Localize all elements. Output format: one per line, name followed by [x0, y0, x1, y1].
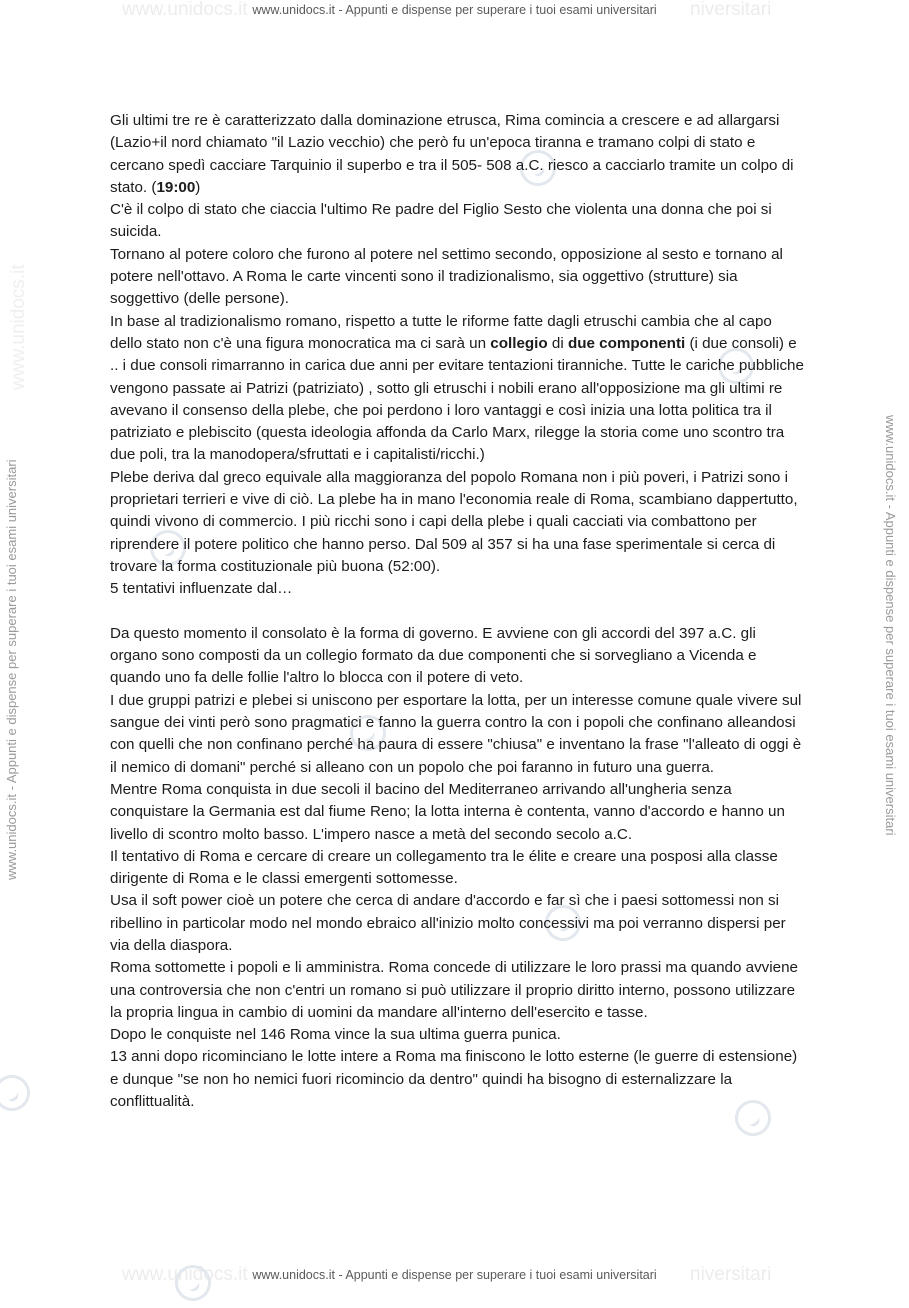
watermark-side-right: www.unidocs.it - Appunti e dispense per superare i tuoi esami universitari: [883, 415, 898, 836]
paragraph-text: ): [195, 178, 201, 196]
paragraph-text: (i due consoli) e .. i due consoli rimarranno in carica due anni per evitare tentazioni tiranniche. Tutte le cariche pubbliche vengono passate ai Patrizi (patriziato) , sotto gli etruschi i nobili erano all'opposizione ma gli ultimi re avevano il consenso della plebe, che poi perdono i loro vantaggi e così inizia una lotta politica tra il patriziato e plebiscito (questa ideologia affonda da Carlo Marx, rilegge la storia come uno scontro tra due poli, tra la manodopera/sfruttati e i capitalisti/ricchi.): [110, 334, 804, 464]
watermark-ghost-side: www.unidocs.it: [8, 264, 29, 390]
document-body: [110, 110, 805, 1113]
paragraph: [110, 110, 805, 199]
paragraph: Il tentativo di Roma e cercare di creare un collegamento tra le élite e creare una posposi alla classe dirigente di Roma e le classi emergenti sottomesse.: [110, 847, 778, 888]
watermark-ghost-top: www.unidocs.it: [122, 0, 248, 20]
watermark-footer: www.unidocs.it - Appunti e dispense per superare i tuoi esami universitari: [252, 1268, 657, 1282]
bold-term: due componenti: [567, 334, 686, 352]
paragraph-gap: [110, 601, 805, 623]
paragraph: Tornano al potere coloro che furono al potere nel settimo secondo, opposizione al sesto e tornano al potere nell'ottavo. A Roma le carte vincenti sono il tradizionalismo, sia oggettivo (strutture) sia soggettivo (delle persone).: [110, 245, 783, 308]
watermark-side-left: www.unidocs.it - Appunti e dispense per superare i tuoi esami universitari: [4, 459, 19, 880]
paragraph: Usa il soft power cioè un potere che cerca di andare d'accordo e far sì che i paesi sottomessi non si ribellino in particolar modo nel mondo ebraico all'inizio molto concessivi ma poi verranno dispersi per via della diaspora.: [110, 892, 786, 954]
watermark-ghost-bottom: www.unidocs.it: [122, 1264, 248, 1285]
timestamp-bold: 19:00: [156, 178, 196, 196]
watermark-ghost-bottom-right: niversitari: [690, 1264, 772, 1285]
paragraph: 13 anni dopo ricominciano le lotte intere a Roma ma finiscono le lotto esterne (le guerre di estensione) e dunque "se non ho nemici fuori ricomincio da dentro" quindi ha bisogno di esternalizzare la conflittualità.: [110, 1048, 798, 1111]
paragraph: Roma sottomette i popoli e li amministra. Roma concede di utilizzare le loro prassi ma quando avviene una controversia che non c'entri un romano si può utilizzare il proprio diritto interno, possono utilizzare la propria lingua in cambio di uomini da mandare all'interno dell'esercito e tasse.: [110, 959, 798, 1021]
paragraph: Dopo le conquiste nel 146 Roma vince la sua ultima guerra punica.: [110, 1026, 561, 1044]
paragraph: 5 tentativi influenzate dal…: [110, 580, 293, 598]
bold-term: collegio: [490, 334, 548, 352]
paragraph: C'è il colpo di stato che ciaccia l'ultimo Re padre del Figlio Sesto che violenta una donna che poi si suicida.: [110, 201, 772, 241]
watermark-logo-icon: [0, 1068, 37, 1118]
paragraph: Mentre Roma conquista in due secoli il bacino del Mediterraneo arrivando all'ungheria senza conquistare la Germania est dal fiume Reno; la lotta interna è contenta, vanno d'accordo e hanno un livello di scontro molto basso. L'impero nasce a metà del secondo secolo a.C.: [110, 780, 785, 843]
watermark-header: www.unidocs.it - Appunti e dispense per superare i tuoi esami universitari: [252, 3, 657, 17]
watermark-ghost-top-right: niversitari: [690, 0, 772, 20]
paragraph: Da questo momento il consolato è la forma di governo. E avviene con gli accordi del 397 a.C. gli organo sono composti da un collegio formato da due componenti che si sorvegliano a Vicenda e quando uno fa delle follie l'altro lo blocca con il potere di veto.: [110, 624, 757, 687]
paragraph-text: di: [547, 334, 568, 352]
paragraph-text: In base al tradizionalismo romano, rispetto a tutte le riforme fatte dagli etruschi cambia che al capo dello stato non c'è una figura monocratica ma ci sarà un: [110, 312, 772, 352]
paragraph-text: Gli ultimi tre re è caratterizzato dalla dominazione etrusca, Rima comincia a crescere e ad allargarsi (Lazio+il nord chiamato "il Lazio vecchio) che però fu un'epoca tiranna e tramano colpi di stato e cercano spedì cacciare Tarquinio il superbo e tra il 505- 508 a.C. riesco a cacciarlo tramite un colpo di stato. (: [110, 112, 794, 196]
paragraph: Plebe deriva dal greco equivale alla maggioranza del popolo Romana non i più poveri, i Patrizi sono i proprietari terrieri e vive di ciò. La plebe ha in mano l'economia reale di Roma, scambiano dappertutto, quindi vivono di commercio. I più ricchi sono i capi della plebe i quali cacciati via combattono per riprendere il potere politico che hanno perso. Dal 509 al 357 si ha una fase sperimentale si cerca di trovare la forma costituzionale più buona (52:00).: [110, 468, 798, 575]
paragraph: [110, 311, 805, 467]
paragraph: I due gruppi patrizi e plebei si uniscono per esportare la lotta, per un interesse comune quale vivere sul sangue dei vinti però sono pragmatici e fanno la guerra contro la con i popoli che confinano alleandosi con quelli che non confinano perché ha paura di essere "chiusa" e inventano la frase "l'alleato di oggi è il nemico di domani" perché si alleano con un popolo che poi faranno in futuro una guerra.: [110, 691, 802, 776]
